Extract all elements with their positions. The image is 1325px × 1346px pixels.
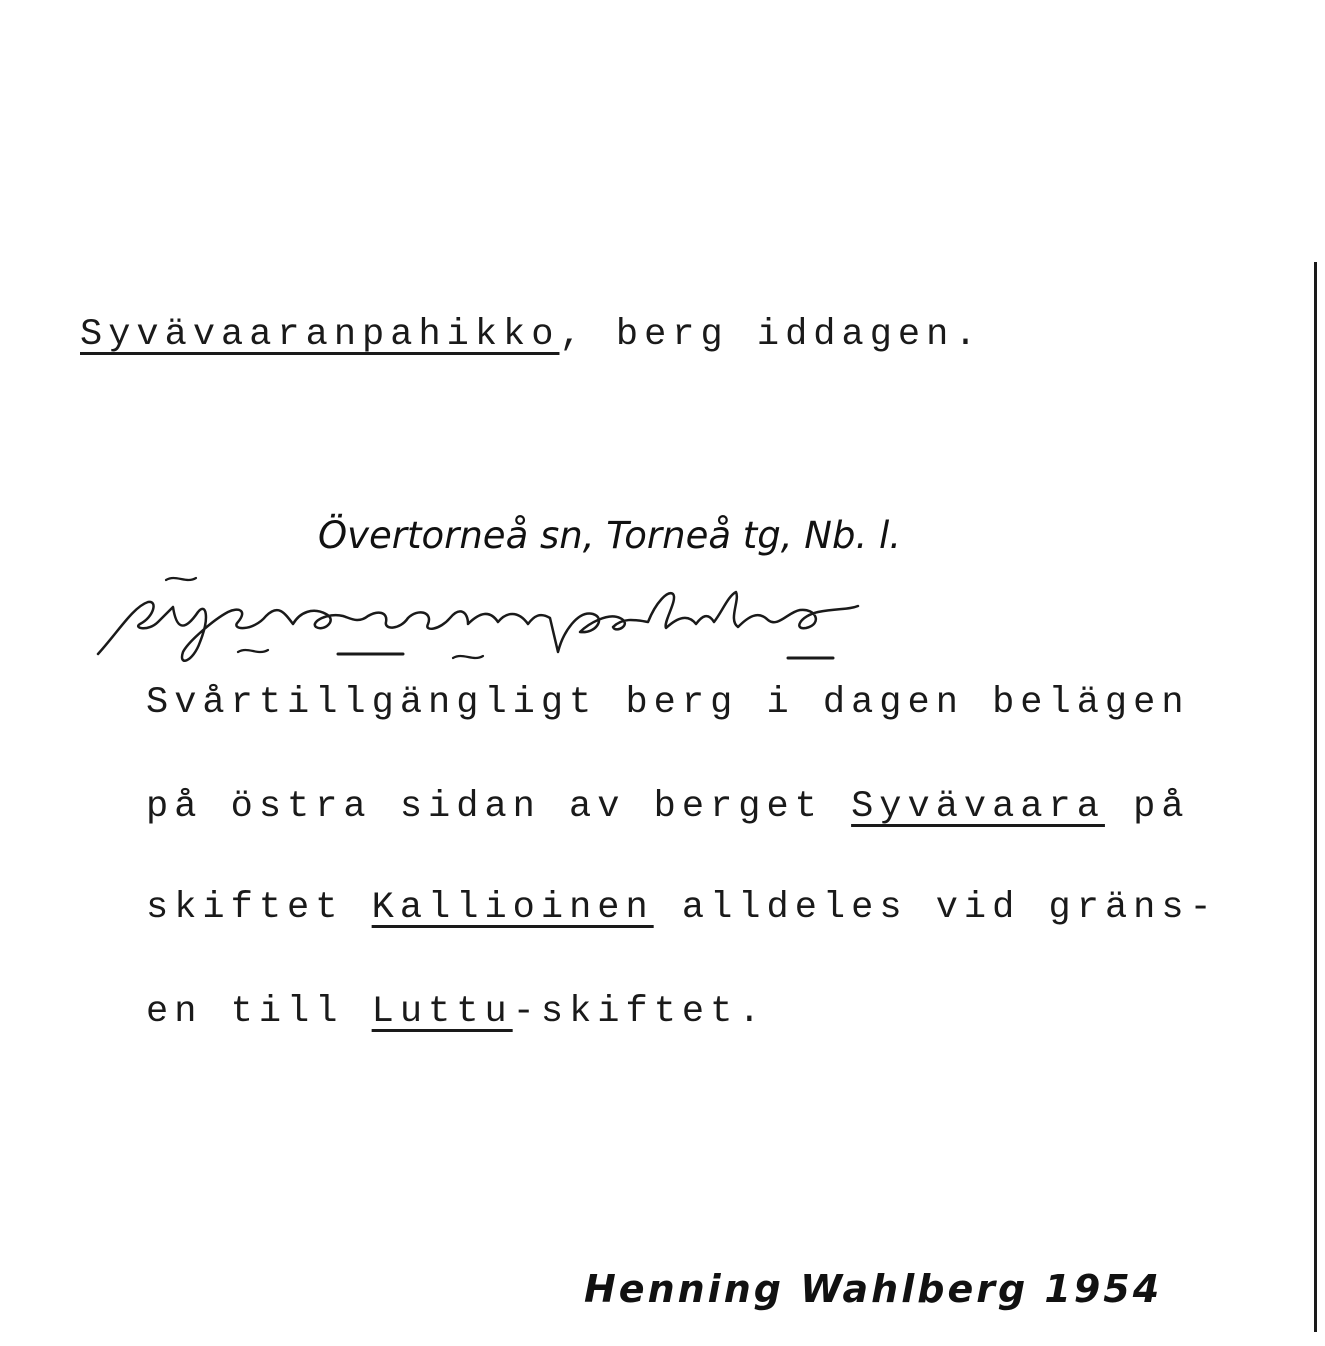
body-line-2 <box>146 786 1190 828</box>
card-heading <box>80 314 983 356</box>
handwritten-name <box>88 572 928 682</box>
body-line-4-start: en till <box>146 991 372 1033</box>
body-line-1: Svårtillgängligt berg i dagen belägen <box>146 682 1190 724</box>
place-name-kallioinen: Kallioinen <box>371 887 654 929</box>
body-line-3-end: alldeles vid gräns- <box>653 887 1218 929</box>
body-line-3-start: skiftet <box>146 887 372 929</box>
body-line-4-end: -skiftet. <box>512 991 767 1033</box>
card-edge-line <box>1314 262 1317 1332</box>
body-line-3 <box>146 887 1218 929</box>
body-line-4 <box>146 991 767 1033</box>
signature-stamp: Henning Wahlberg 1954 <box>584 1267 1163 1311</box>
heading-description: , berg iddagen. <box>559 314 983 356</box>
place-name-luttu: Luttu <box>371 991 513 1033</box>
heading-place-name: Syvävaaranpahikko <box>80 314 560 356</box>
body-line-2-start: på östra sidan av berget <box>146 786 852 828</box>
location-stamp: Övertorneå sn, Torneå tg, Nb. l. <box>318 514 902 557</box>
body-line-2-end: på <box>1104 786 1190 828</box>
place-name-syvavaara: Syvävaara <box>851 786 1105 828</box>
